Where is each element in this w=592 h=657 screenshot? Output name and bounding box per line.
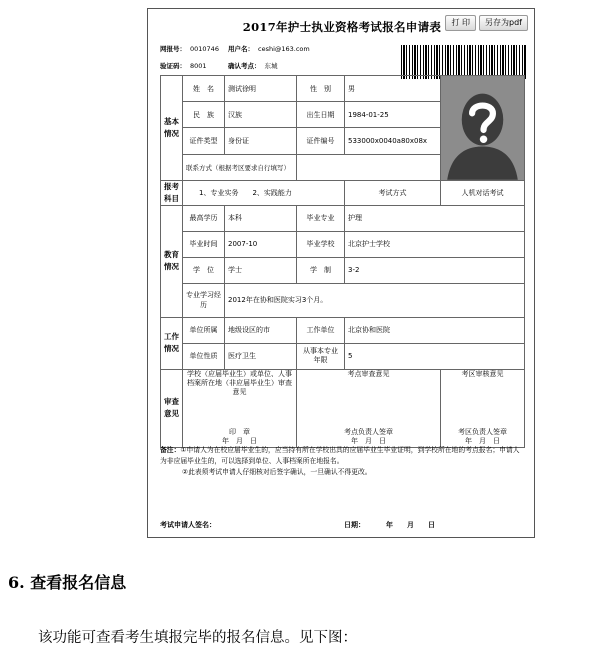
school-label: 毕业学校 <box>297 231 345 257</box>
xuezhi-label: 学 制 <box>297 257 345 283</box>
barcode <box>401 45 527 79</box>
unit-area-value: 地级设区的市 <box>225 317 297 343</box>
birth-label: 出生日期 <box>297 102 345 128</box>
name-label: 姓 名 <box>183 76 225 102</box>
section-education: 教育情况 <box>161 205 183 317</box>
cert-code: 验证码： 8001 <box>160 62 207 70</box>
section-basic: 基本情况 <box>161 76 183 181</box>
notes <box>160 445 524 478</box>
exam-mode-label: 考试方式 <box>345 180 441 205</box>
review-area <box>441 369 525 447</box>
section-heading: 6. 查看报名信息 <box>8 573 127 592</box>
unit-type-label: 单位性质 <box>183 343 225 369</box>
subjects-value: 1、专业实务 2、实践能力 <box>183 180 345 205</box>
review-area-date: 年 月 日 <box>465 436 500 445</box>
review-site <box>297 369 441 447</box>
section-work: 工作情况 <box>161 317 183 369</box>
section-subjects: 报考科目 <box>161 180 183 205</box>
xuewei-value: 学士 <box>225 257 297 283</box>
registration-form <box>147 8 535 538</box>
form-table <box>160 75 525 448</box>
review-area-title: 考区审核意见 <box>461 369 504 378</box>
applicant-photo <box>441 76 525 181</box>
name-value: 测试徐明 <box>225 76 297 102</box>
intern-label: 专业学习经历 <box>183 283 225 317</box>
notes-label: 备注： <box>160 446 181 454</box>
section-paragraph: 该功能可查看考生填报完毕的报名信息。见下图： <box>38 630 357 646</box>
exam-mode-value: 人机对话考试 <box>441 180 525 205</box>
unit-label: 工作单位 <box>297 317 345 343</box>
date-value: 年 月 日 <box>386 521 435 529</box>
major-value: 护理 <box>345 205 525 231</box>
avatar-placeholder-icon <box>441 76 524 180</box>
review-area-sign: 考区负责人签章 <box>458 427 507 436</box>
intern-value: 2012年在协和医院实习3个月。 <box>225 283 525 317</box>
review-site-sign: 考点负责人签章 <box>344 427 393 436</box>
ethnic-value: 汉族 <box>225 102 297 128</box>
net-id: 网报号： 0010746 <box>160 45 219 53</box>
notes-line2: ②此表须考试申请人仔细核对后签字确认，一旦确认不得更改。 <box>182 468 372 476</box>
review-school <box>183 369 297 447</box>
unit-area-label: 单位所属 <box>183 317 225 343</box>
unit-value: 北京协和医院 <box>345 317 525 343</box>
years-value: 5 <box>345 343 525 369</box>
unit-type-value: 医疗卫生 <box>225 343 297 369</box>
contact-value <box>297 154 441 180</box>
grad-time-label: 毕业时间 <box>183 231 225 257</box>
degree-label: 最高学历 <box>183 205 225 231</box>
exam-site: 确认考点： 东城 <box>228 62 278 70</box>
review-site-title: 考点审查意见 <box>347 369 390 378</box>
idtype-value: 身份证 <box>225 128 297 154</box>
gender-value: 男 <box>345 76 441 102</box>
contact-label: 联系方式（根据考区要求自行填写） <box>183 154 297 180</box>
review-school-date: 年 月 日 <box>222 436 257 445</box>
years-label: 从事本专业年限 <box>297 343 345 369</box>
signature-label: 考试申请人签名： <box>160 521 216 529</box>
xuewei-label: 学 位 <box>183 257 225 283</box>
school-value: 北京护士学校 <box>345 231 525 257</box>
form-title: 2017年护士执业资格考试报名申请表 <box>242 20 442 34</box>
idno-label: 证件编号 <box>297 128 345 154</box>
gender-label: 性 别 <box>297 76 345 102</box>
idtype-label: 证件类型 <box>183 128 225 154</box>
xuezhi-value: 3-2 <box>345 257 525 283</box>
review-school-title: 学校（应届毕业生）或单位、人事档案所在地（非应届毕业生）审查意见 <box>187 369 292 396</box>
username: 用户名： ceshi@163.com <box>228 45 310 53</box>
review-site-date: 年 月 日 <box>351 436 386 445</box>
idno-value: 533000x0040a80x08x <box>345 128 441 154</box>
section-review: 审查意见 <box>161 369 183 447</box>
ethnic-label: 民 族 <box>183 102 225 128</box>
degree-value: 本科 <box>225 205 297 231</box>
major-label: 毕业专业 <box>297 205 345 231</box>
grad-time-value: 2007-10 <box>225 231 297 257</box>
print-button[interactable]: 打 印 <box>445 15 476 31</box>
birth-value: 1984-01-25 <box>345 102 441 128</box>
form-toolbar <box>445 15 528 31</box>
save-pdf-button[interactable]: 另存为pdf <box>479 15 528 31</box>
review-school-sign: 印 章 <box>229 427 250 436</box>
date-label: 日期： <box>344 521 365 529</box>
notes-line1: ①申请人为在校应届毕业生的，应当持有所在学校出具的应届毕业生毕业证明，到学校所在地的考点报名；申请人为非应届毕业生的，可以选择到单位、人事档案所在地报名。 <box>160 446 520 465</box>
